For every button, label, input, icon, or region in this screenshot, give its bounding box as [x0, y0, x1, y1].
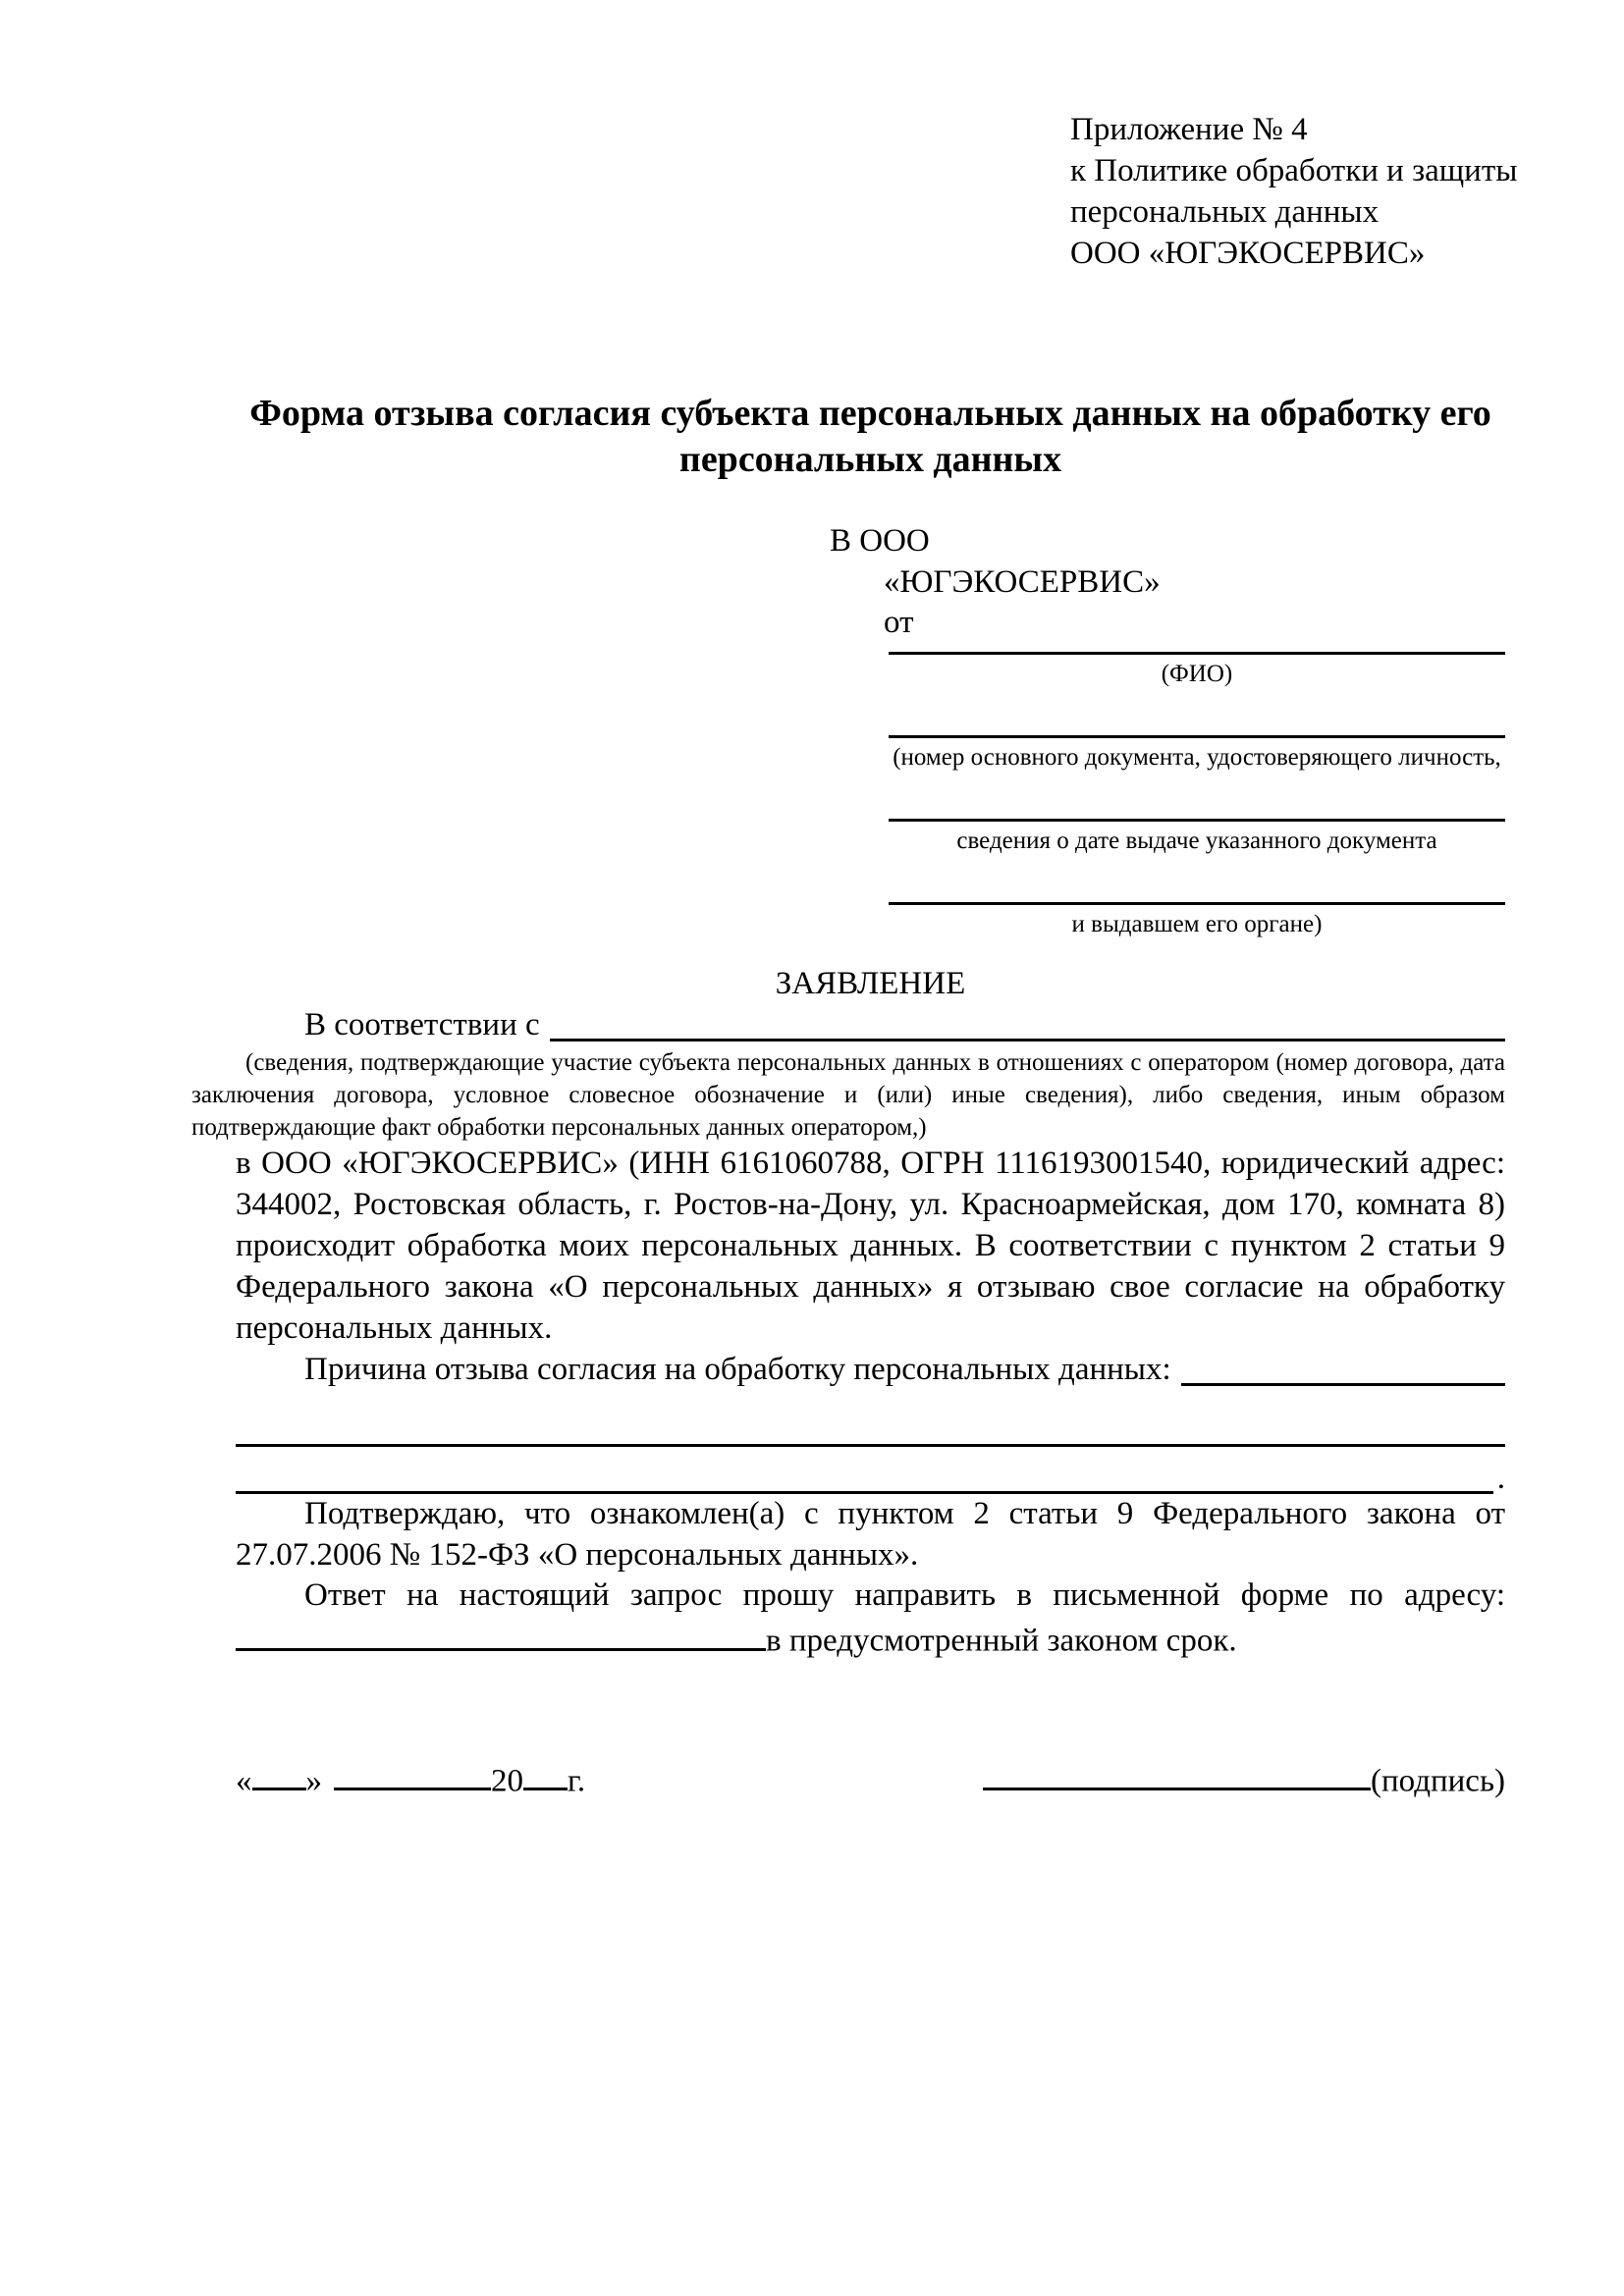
- reason-blank-underline: [1181, 1383, 1505, 1386]
- accordance-blank-underline: [550, 1039, 1505, 1041]
- recipient-from-label: от: [884, 605, 914, 641]
- date-close-quote: »: [305, 1762, 322, 1798]
- issuing-authority-blank-row: [889, 857, 1505, 940]
- reply-request-text: Ответ на настоящий запрос прошу направить в письменной форме по адресу:: [304, 1577, 1505, 1614]
- date-line: [236, 1757, 585, 1802]
- accordance-line: [236, 1005, 1505, 1046]
- signature-caption: (подпись): [1371, 1762, 1505, 1798]
- reason-blank-line-terminated: [236, 1447, 1505, 1494]
- day-blank-underline: [252, 1757, 306, 1790]
- signature-area: [983, 1757, 1505, 1802]
- fio-blank-row: [889, 644, 1505, 690]
- recipient-block: [830, 521, 1505, 941]
- accordance-note: (сведения, подтверждающие участие субъекта персональных данных в отношениях с оператором (номер договора, дата заключения договора, условное словесное обозначение и (или) иные сведения), либо сведения, иным образом подтверждающие факт обработки персональных данных оператором,): [191, 1049, 1505, 1142]
- document-title: Форма отзыва согласия субъекта персональных данных на обработку его персональных данных: [249, 392, 1491, 481]
- reply-suffix-text: в предусмотренный законом срок.: [766, 1623, 1237, 1659]
- issue-date-blank-underline: [889, 774, 1505, 822]
- month-blank-underline: [334, 1757, 491, 1790]
- issue-date-blank-row: [889, 774, 1505, 857]
- issue-date-caption: сведения о дате выдаче указанного документа: [956, 828, 1437, 855]
- year-blank-underline: [523, 1757, 568, 1790]
- appendix-header-line: Приложение № 4: [1070, 112, 1308, 147]
- accordance-prefix: В соответствии с: [304, 1007, 540, 1043]
- address-blank-underline: [236, 1617, 766, 1650]
- statement-heading: ЗАЯВЛЕНИЕ: [775, 966, 966, 1002]
- recipient-company: «ЮГЭКОСЕРВИС»: [884, 563, 1161, 600]
- appendix-header-line: персональных данных: [1070, 193, 1380, 230]
- document-number-blank-underline: [889, 690, 1505, 738]
- period-terminator: .: [1496, 1460, 1505, 1496]
- document-number-blank-row: [889, 690, 1505, 774]
- appendix-header-line: ООО «ЮГЭКОСЕРВИС»: [1070, 235, 1426, 271]
- reason-line: [236, 1350, 1505, 1391]
- year-suffix: г.: [568, 1762, 586, 1798]
- document-number-caption: (номер основного документа, удостоверяющего личность,: [893, 744, 1501, 772]
- year-prefix: 20: [491, 1762, 523, 1798]
- signing-row: [236, 1757, 1505, 1802]
- issuing-authority-caption: и выдавшем его органе): [1071, 911, 1323, 938]
- reply-paragraph: [236, 1575, 1505, 1662]
- confirmation-paragraph: Подтверждаю, что ознакомлен(а) с пунктом 2 статьи 9 Федерального закона от 27.07.2006 № 152-ФЗ «О персональных данных».: [236, 1495, 1505, 1573]
- fio-caption: (ФИО): [1161, 661, 1233, 688]
- recipient-to-prefix: В ООО: [830, 522, 930, 559]
- issuing-authority-blank-underline: [889, 857, 1505, 905]
- appendix-header: [1070, 110, 1518, 275]
- date-open-quote: «: [236, 1762, 252, 1798]
- reason-prefix: Причина отзыва согласия на обработку персональных данных:: [304, 1351, 1171, 1387]
- statement-body-paragraph: в ООО «ЮГЭКОСЕРВИС» (ИНН 6161060788, ОГРН 1116193001540, юридический адрес: 344002, Ростовская область, г. Ростов-на-Дону, ул. Красноармейская, дом 170, комната 8) происходит обработка моих персональных данных. В соответствии с пунктом 2 статьи 9 Федерального закона «О персональных данных» я отзываю свое согласие на обработку персональных данных.: [236, 1146, 1505, 1346]
- signature-blank-underline: [983, 1757, 1371, 1790]
- fio-blank-underline: [889, 644, 1505, 655]
- appendix-header-line: к Политике обработки и защиты: [1070, 152, 1518, 188]
- reason-blank-line: [236, 1391, 1505, 1447]
